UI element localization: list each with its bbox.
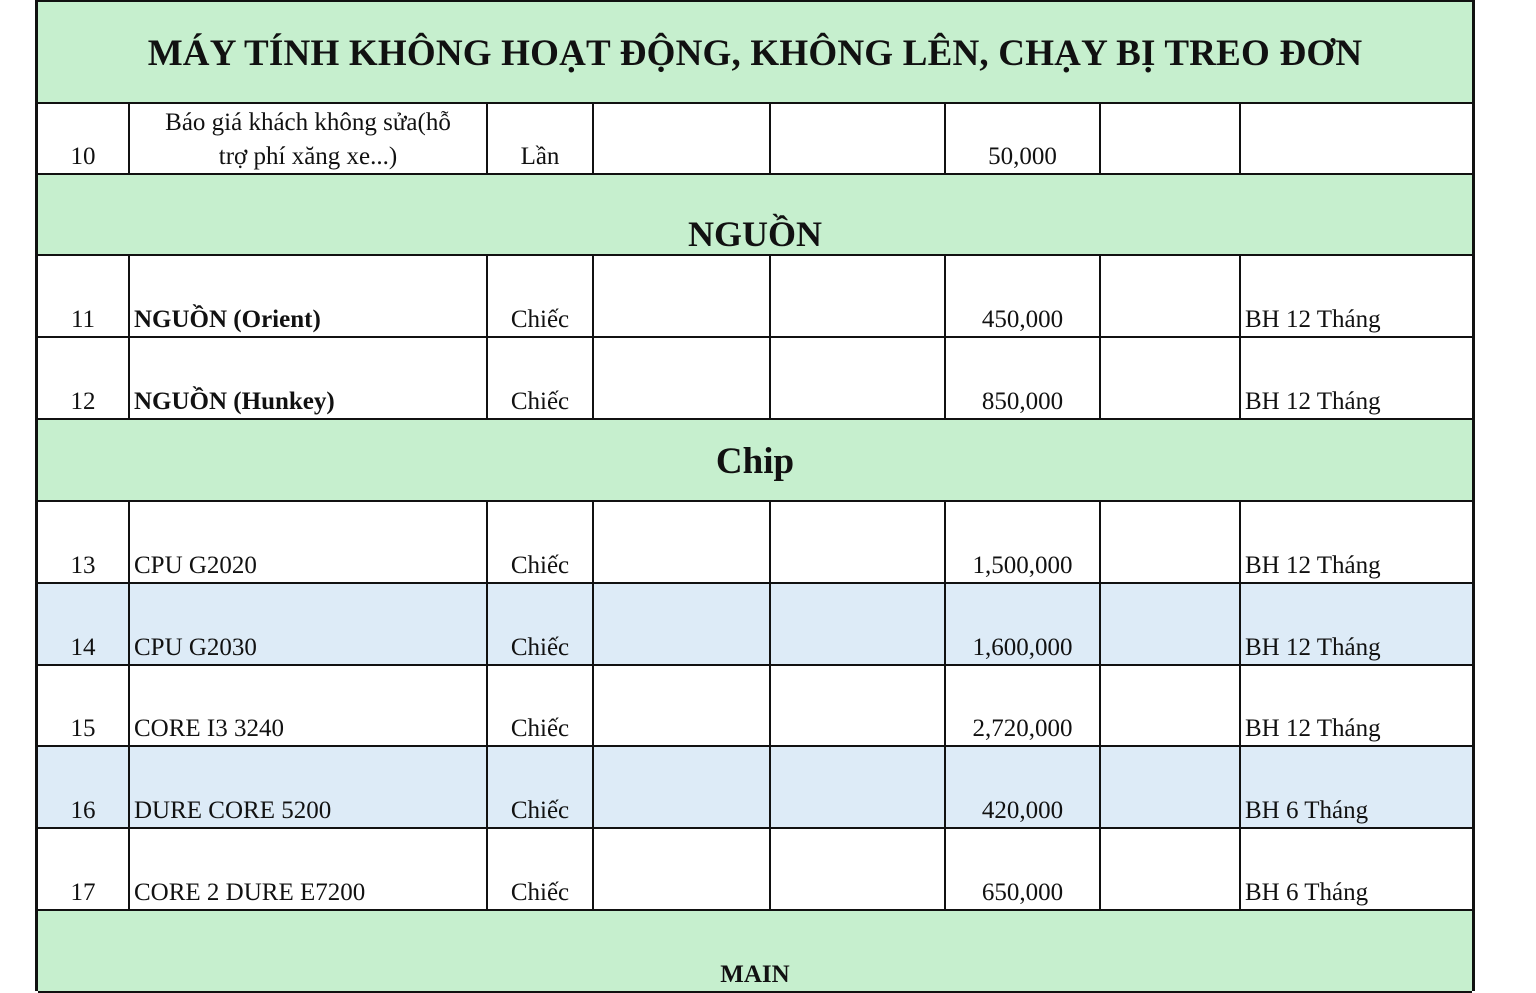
cell-price: 1,500,000 [946, 502, 1101, 582]
cell-no: 11 [38, 256, 130, 336]
table-row-10 [38, 104, 1472, 175]
cell-unit: Chiếc [488, 338, 594, 418]
cell-unit: Chiếc [488, 502, 594, 582]
cell-unit: Chiếc [488, 584, 594, 664]
cell-unit: Lần [488, 104, 594, 173]
cell-name: DURE CORE 5200 [130, 747, 488, 827]
sheet-title: MÁY TÍNH KHÔNG HOẠT ĐỘNG, KHÔNG LÊN, CHẠY BỊ TREO ĐƠN [147, 33, 1363, 74]
cell-empty-c [1101, 829, 1241, 909]
section-title-nguon: NGUỒN [688, 214, 822, 254]
table-row-15 [38, 666, 1472, 747]
cell-price: 420,000 [946, 747, 1101, 827]
cell-no: 14 [38, 584, 130, 664]
section-band-nguon [38, 175, 1472, 256]
cell-empty-a [594, 256, 771, 336]
table-row-11 [38, 256, 1472, 338]
cell-empty-c [1101, 104, 1241, 173]
cell-price: 450,000 [946, 256, 1101, 336]
cell-warranty: BH 12 Tháng [1245, 634, 1381, 661]
cell-name: NGUỒN (Hunkey) [130, 338, 488, 418]
cell-price: 850,000 [946, 338, 1101, 418]
cell-unit: Chiếc [488, 256, 594, 336]
cell-empty-b [771, 256, 946, 336]
cell-empty-a [594, 104, 771, 173]
cell-price: 2,720,000 [946, 666, 1101, 745]
cell-name: CPU G2020 [130, 502, 488, 582]
table-row-13 [38, 502, 1472, 584]
cell-warranty [1241, 104, 1472, 173]
cell-empty-b [771, 666, 946, 745]
cell-empty-c [1101, 338, 1241, 418]
cell-name: NGUỒN (Orient) [130, 256, 488, 336]
cell-no: 16 [38, 747, 130, 827]
section-band-chip [38, 420, 1472, 502]
cell-warranty: BH 6 Tháng [1245, 879, 1369, 906]
cell-name: CPU G2030 [130, 584, 488, 664]
section-title-chip: Chip [715, 441, 795, 482]
cell-empty-c [1101, 502, 1241, 582]
cell-warranty: BH 12 Tháng [1245, 715, 1381, 742]
cell-unit: Chiếc [488, 666, 594, 745]
cell-empty-a [594, 829, 771, 909]
cell-empty-b [771, 584, 946, 664]
cell-unit: Chiếc [488, 829, 594, 909]
cell-unit: Chiếc [488, 747, 594, 827]
cell-price: 1,600,000 [946, 584, 1101, 664]
table-row-14 [38, 584, 1472, 666]
cell-empty-b [771, 829, 946, 909]
section-title-main: MAIN [720, 961, 790, 988]
cell-no: 15 [38, 666, 130, 745]
cell-empty-c [1101, 666, 1241, 745]
cell-name [130, 104, 488, 173]
cell-empty-a [594, 666, 771, 745]
cell-warranty: BH 12 Tháng [1245, 306, 1381, 333]
cell-empty-a [594, 747, 771, 827]
section-band-main [38, 911, 1472, 993]
cell-empty-c [1101, 584, 1241, 664]
cell-empty-b [771, 502, 946, 582]
cell-name-text: Báo giá khách không sửa(hỗ trợ phí xăng xe...) [165, 109, 451, 170]
title-band [38, 2, 1472, 104]
table-row-17 [38, 829, 1472, 911]
cell-empty-b [771, 338, 946, 418]
cell-price: 650,000 [946, 829, 1101, 909]
cell-empty-c [1101, 747, 1241, 827]
cell-empty-b [771, 104, 946, 173]
cell-empty-a [594, 584, 771, 664]
cell-name: CORE 2 DURE E7200 [130, 829, 488, 909]
cell-name: CORE I3 3240 [130, 666, 488, 745]
cell-empty-b [771, 747, 946, 827]
cell-warranty: BH 6 Tháng [1245, 797, 1369, 824]
cell-price: 50,000 [946, 104, 1101, 173]
cell-no: 12 [38, 338, 130, 418]
cell-warranty: BH 12 Tháng [1245, 552, 1381, 579]
cell-no: 10 [38, 104, 130, 173]
table-row-12 [38, 338, 1472, 420]
table-row-16 [38, 747, 1472, 829]
price-sheet [35, 0, 1475, 991]
cell-empty-a [594, 502, 771, 582]
cell-no: 13 [38, 502, 130, 582]
cell-no: 17 [38, 829, 130, 909]
cell-empty-a [594, 338, 771, 418]
cell-empty-c [1101, 256, 1241, 336]
cell-warranty: BH 12 Tháng [1245, 388, 1381, 415]
